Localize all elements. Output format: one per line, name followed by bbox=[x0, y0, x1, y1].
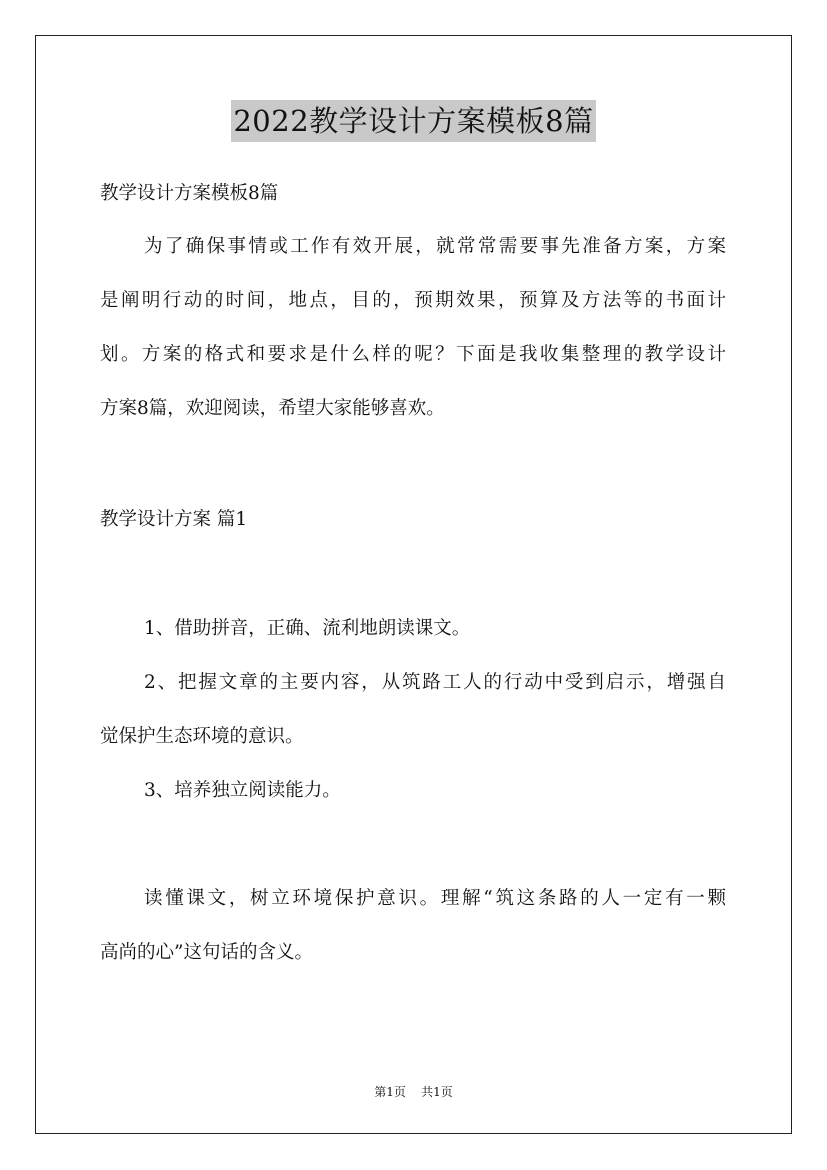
objective-2: 2、把握文章的主要内容，从筑路工人的行动中受到启示，增强自 bbox=[144, 672, 726, 693]
section-heading: 教学设计方案 篇1 bbox=[100, 509, 248, 530]
page-footer bbox=[0, 1084, 827, 1100]
title-container bbox=[0, 100, 827, 142]
objective-2-continued: 觉保护生态环境的意识。 bbox=[100, 726, 304, 747]
page-total: 共1页 bbox=[421, 1085, 453, 1099]
intro-line-2: 是阐明行动的时间，地点，目的，预期效果，预算及方法等的书面计 bbox=[100, 290, 726, 311]
objective-3: 3、培养独立阅读能力。 bbox=[144, 780, 341, 801]
document-title: 2022教学设计方案模板8篇 bbox=[231, 100, 595, 142]
intro-line-1: 为了确保事情或工作有效开展，就常常需要事先准备方案，方案 bbox=[144, 236, 726, 257]
document-subtitle: 教学设计方案模板8篇 bbox=[100, 183, 279, 204]
intro-line-4: 方案8篇，欢迎阅读，希望大家能够喜欢。 bbox=[100, 398, 445, 419]
intro-line-3: 划。方案的格式和要求是什么样的呢？下面是我收集整理的教学设计 bbox=[100, 344, 726, 365]
focus-line-1: 读懂课文，树立环境保护意识。理解“筑这条路的人一定有一颗 bbox=[144, 888, 726, 909]
page-number: 第1页 bbox=[374, 1085, 406, 1099]
focus-line-2: 高尚的心”这句话的含义。 bbox=[100, 942, 313, 963]
objective-1: 1、借助拼音，正确、流利地朗读课文。 bbox=[144, 618, 471, 639]
